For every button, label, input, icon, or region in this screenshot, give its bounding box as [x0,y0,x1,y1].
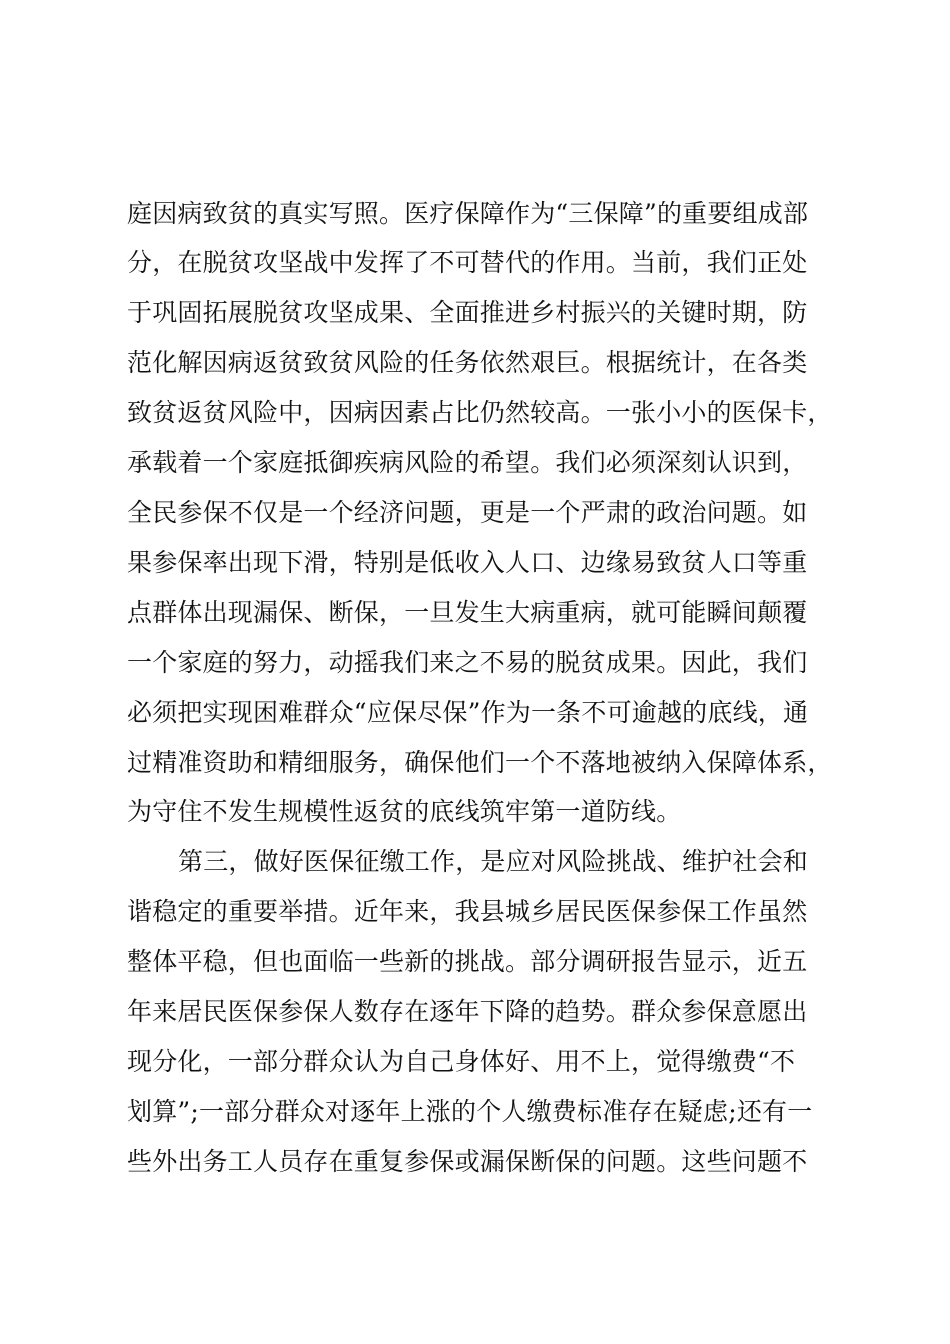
text-line: 过精准资助和精细服务，确保他们一个不落地被纳入保障体系， [127,748,833,777]
text-line: 范化解因病返贫致贫风险的任务依然艰巨。根据统计，在各类 [127,348,808,377]
text-line: 整体平稳，但也面临一些新的挑战。部分调研报告显示，近五 [127,947,808,976]
text-line: 全民参保不仅是一个经济问题，更是一个严肃的政治问题。如 [127,498,808,527]
text-line: 于巩固拓展脱贫攻坚成果、全面推进乡村振兴的关键时期，防 [127,298,808,327]
text-line: 果参保率出现下滑，特别是低收入人口、边缘易致贫人口等重 [127,548,808,577]
text-line: 分，在脱贫攻坚战中发挥了不可替代的作用。当前，我们正处 [127,248,808,277]
text-line: 现分化，一部分群众认为自己身体好、用不上，觉得缴费“不 [127,1047,796,1076]
text-line: 一个家庭的努力，动摇我们来之不易的脱贫成果。因此，我们 [127,648,808,677]
text-line: 必须把实现困难群众“应保尽保”作为一条不可逾越的底线，通 [127,698,809,727]
text-line: 致贫返贫风险中，因病因素占比仍然较高。一张小小的医保卡， [127,398,833,427]
text-line: 为守住不发生规模性返贫的底线筑牢第一道防线。 [127,797,682,826]
text-line: 庭因病致贫的真实写照。医疗保障作为“三保障”的重要组成部 [127,199,809,228]
text-line: 划算”;一部分群众对逐年上涨的个人缴费标准存在疑虑;还有一 [127,1097,813,1126]
text-line: 谐稳定的重要举措。近年来，我县城乡居民医保参保工作虽然 [127,897,808,926]
text-line: 点群体出现漏保、断保，一旦发生大病重病，就可能瞬间颠覆 [127,598,808,627]
text-line: 年来居民医保参保人数存在逐年下降的趋势。群众参保意愿出 [127,997,808,1026]
paragraph-start-line: 第三，做好医保征缴工作，是应对风险挑战、维护社会和 [178,847,809,876]
text-line: 些外出务工人员存在重复参保或漏保断保的问题。这些问题不 [127,1147,808,1176]
text-line: 承载着一个家庭抵御疾病风险的希望。我们必须深刻认识到， [127,448,808,477]
